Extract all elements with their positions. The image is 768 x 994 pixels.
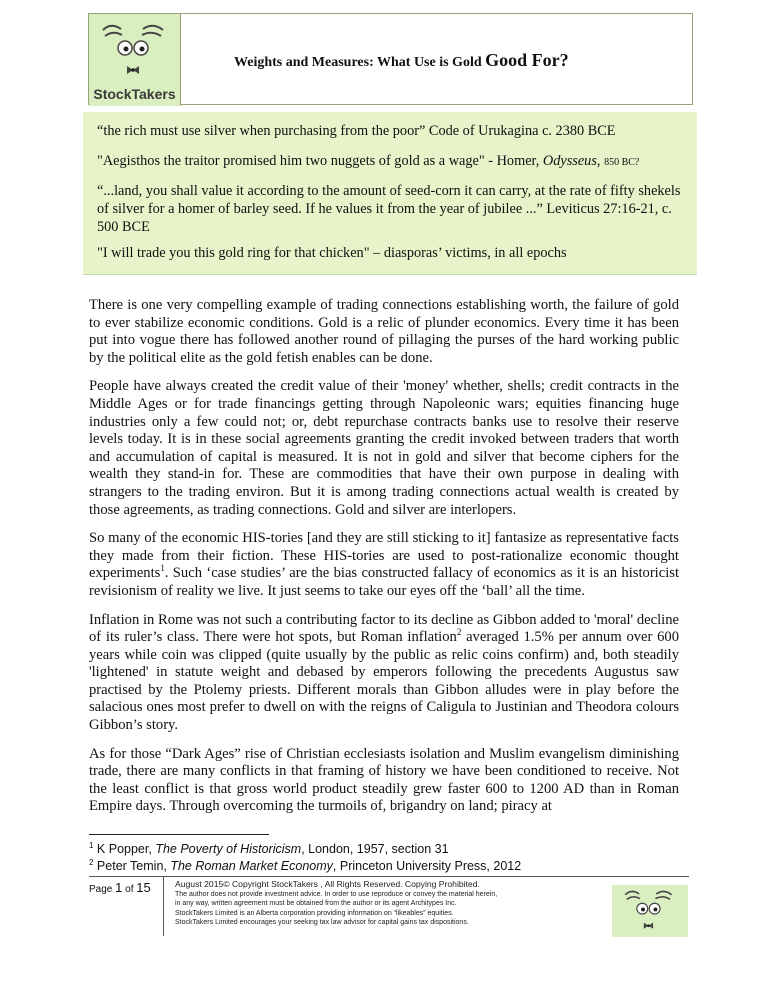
footnote-ref-1[interactable]: 1 bbox=[160, 563, 165, 574]
page-total: 15 bbox=[136, 880, 151, 895]
paragraph-3-part-b: . Such ‘case studies’ are the bias constructed fallacy of economics as it is an historicist revisionism of reality we live. It just seems to take our eyes off the ‘ball’ all the time. bbox=[89, 565, 679, 599]
footer-divider bbox=[89, 876, 689, 877]
disclaimer-line-1: The author does not provide investment advice. In order to use reproduce or convey the material herein, bbox=[175, 891, 498, 898]
of-word: of bbox=[122, 884, 137, 895]
quote-homer-text: "Aegisthos the traitor promised him two nuggets of gold as a wage" - Homer, bbox=[97, 153, 543, 169]
footnote-1-title: The Poverty of Historicism bbox=[155, 842, 302, 856]
footnote-2-author: Peter Temin, bbox=[93, 859, 171, 873]
footnote-1-number: 1 bbox=[89, 840, 94, 850]
copyright-line: August 2015© Copyright StockTakers , All Rights Reserved. Copying Prohibited. bbox=[175, 879, 480, 889]
title-main: Weights and Measures: What Use is Gold bbox=[234, 55, 486, 70]
footnote-1-details: , London, 1957, section 31 bbox=[301, 842, 449, 856]
footnote-1 bbox=[89, 842, 449, 856]
paragraph-4-part-b: averaged 1.5% per annum over 600 years while coin was clipped (quite usually by the public as relic coins confirm) and, both steadily 'lightened' in statute weight and debased by emperors following the precedents Augustus saw practised by the Ptolemy priests. Different morals than Gibbon alludes were in play before the salacious ones most prefer to dwell on with the reigns of Caligula to Justinian and Theodora colours Gibbon’s story. bbox=[89, 629, 680, 734]
paragraph-3-part-a: So many of the economic HIS-tories [and they are still sticking to it] fantasize as representative facts they made from their fiction. These HIS-tories are used to post-rationalize economic thought experiments bbox=[89, 530, 679, 582]
body-text bbox=[89, 297, 679, 827]
paragraph-4-part-a: Inflation in Rome was not such a contributing factor to its decline as Gibbon added to 'moral' decline of its ruler’s class. There were hot spots, but Roman inflation bbox=[89, 611, 679, 646]
quote-homer-sep: , bbox=[596, 153, 605, 169]
paragraph-2: People have always created the credit value of their 'money' whether, shells; credit contracts in the Middle Ages or for trade financings getting through Napoleonic wars; equities financing huge industries only a few could not; or, debt repurchase contracts banks use to resolve their reserve levels today. It is in these social agreements granting the credit invoked between traders that worth and accumulation of capital is measured. It is not in gold and silver that become ciphers for the wealth they stand-in for. These are commodities that have their own purpose in dealing with strangers to the trading environ. But it is among trading connections actual wealth is created by those agreements, as trading connections. Gold and silver are interlopers. bbox=[89, 378, 679, 518]
paragraph-4 bbox=[89, 612, 679, 735]
disclaimer-line-2: in any way, written agreement must be obtained from the author or its agent Architypes Inc. bbox=[175, 900, 457, 908]
disclaimer-line-4: StockTakers Limited encourages your seeking tax law advisor for capital gains tax dispositions. bbox=[175, 919, 469, 927]
footer-logo bbox=[612, 885, 688, 937]
footnote-1-author: K Popper, bbox=[93, 842, 156, 856]
footer-disclaimer bbox=[175, 879, 595, 928]
epigraph-quotes bbox=[83, 112, 697, 275]
disclaimer-line-3: StockTakers Limited is an Alberta corporation providing information on “likeables” equities. bbox=[175, 909, 454, 917]
document-title bbox=[234, 50, 569, 71]
quote-diasporas: "I will trade you this gold ring for that chicken" – diasporas’ victims, in all epochs bbox=[97, 245, 567, 261]
quote-urukagina: “the rich must use silver when purchasing from the poor” Code of Urukagina c. 2380 BCE bbox=[97, 123, 616, 139]
page-word: Page bbox=[89, 884, 116, 895]
header-box bbox=[88, 13, 693, 105]
footer-cartoon-face-icon bbox=[618, 887, 682, 935]
footnote-ref-2[interactable]: 2 bbox=[456, 627, 462, 638]
page-current: 1 bbox=[115, 880, 123, 895]
footer-vertical-divider bbox=[163, 876, 164, 936]
page-number bbox=[89, 880, 161, 895]
logo-text: StockTakers bbox=[93, 86, 176, 102]
paragraph-1: There is one very compelling example of trading connections establishing worth, the failure of gold to ever stabilize economic conditions. Gold is a relic of plunder economics. Every time it has been put into vogue there has followed another round of pillaging the purses of the hard working public by the political elite as the gold fetish enables can be done. bbox=[89, 297, 679, 366]
footnote-divider bbox=[89, 834, 269, 835]
footnote-2-title: The Roman Market Economy bbox=[170, 859, 333, 873]
quote-homer-date: 850 BC? bbox=[604, 157, 640, 168]
paragraph-5: As for those “Dark Ages” rise of Christian ecclesiasts isolation and Muslim evangelism diminishing trade, there are many conflicts in that framing of history we have been conditioned to receive. Not the least conflict is that gross world product steadily grew faster 600 to 1200 AD than in Roman Empire days. Through overcoming the turmoils of, brigandry on land; piracy at bbox=[89, 745, 679, 815]
cartoon-face-icon bbox=[97, 20, 173, 82]
footnote-2 bbox=[89, 859, 521, 873]
quote-leviticus: “...land, you shall value it according to the amount of seed-corn it can carry, at the rate of fifty shekels of silver for a homer of barley seed. If he values it from the year of jubilee ...” Leviticus 27:16-21, c. 500 BCE bbox=[97, 183, 681, 235]
quote-homer bbox=[97, 152, 693, 172]
footnote-2-number: 2 bbox=[89, 857, 94, 867]
title-emphasis: Good For? bbox=[485, 50, 569, 70]
paragraph-3 bbox=[89, 530, 679, 600]
footnote-2-details: , Princeton University Press, 2012 bbox=[332, 859, 522, 873]
stocktakers-logo bbox=[89, 14, 181, 106]
quote-homer-work: Odysseus bbox=[542, 153, 597, 169]
